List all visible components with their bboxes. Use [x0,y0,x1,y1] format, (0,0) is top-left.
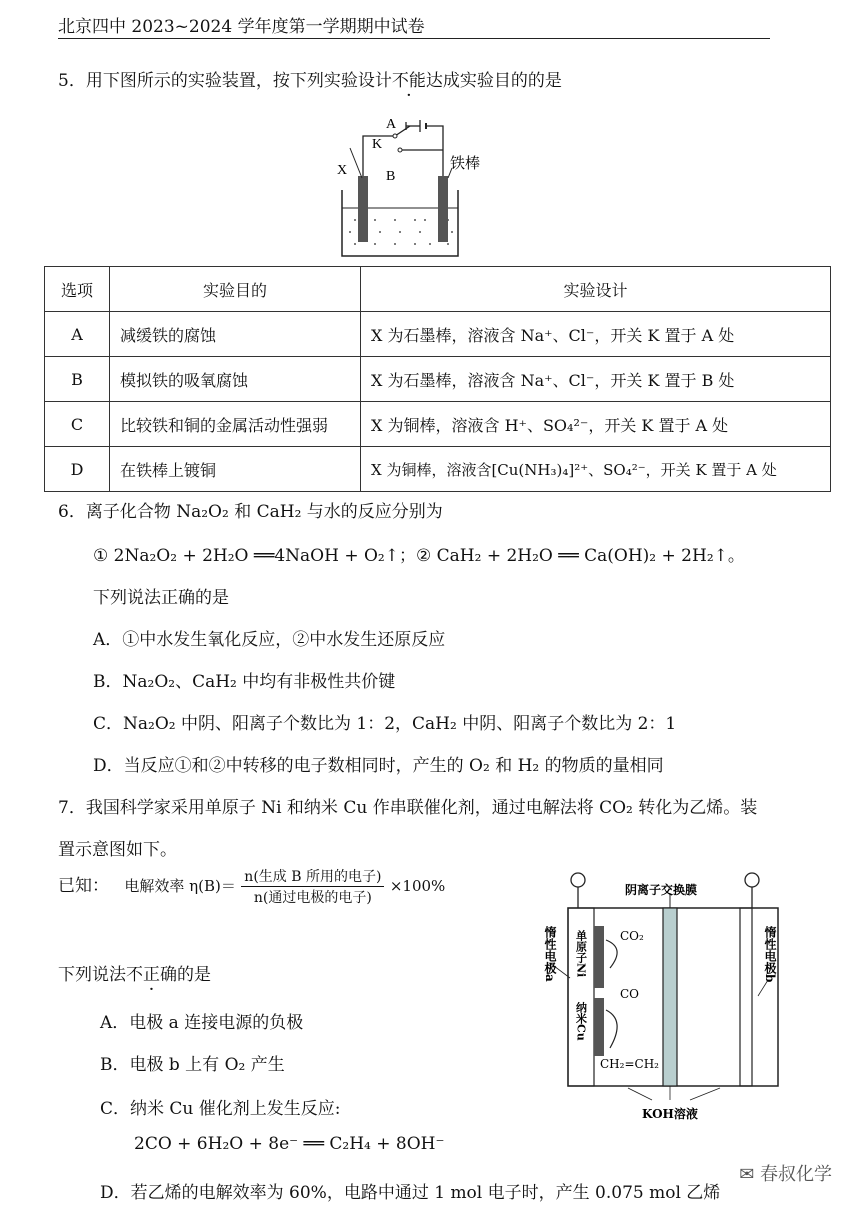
electrode-b [740,908,752,1086]
th-option: 选项 [45,267,110,312]
row-design: X 为铜棒，溶液含 H⁺、SO₄²⁻，开关 K 置于 A 处 [361,402,831,447]
q6-option-d: D．当反应①和②中转移的电子数相同时，产生的 O₂ 和 H₂ 的物质的量相同 [93,756,664,776]
wechat-icon: ✉ [739,1164,760,1185]
anion-exchange-membrane [663,908,677,1086]
table-row [45,447,831,492]
electrode-a-label: 惰性电极a [543,926,557,982]
q7-option-a: A．电极 a 连接电源的负极 [100,1013,304,1033]
formula-denominator: n(通过电极的电子) [253,890,372,906]
row-design: X 为石墨棒，溶液含 Na⁺、Cl⁻，开关 K 置于 A 处 [361,312,831,357]
label-k: K [372,137,383,152]
q6-stem: 6．离子化合物 Na₂O₂ 和 CaH₂ 与水的反应分别为 [58,502,443,522]
q6-prompt: 下列说法正确的是 [93,588,229,608]
q5-stem-pre: 5．用下图所示的实验装置，按下列实验设计 [58,71,392,91]
q7-prompt-emphasis: 不正确 [126,965,177,985]
q5-stem-post: 达成实验目的的是 [425,71,562,91]
ni-catalyst [594,926,604,988]
q5-table [44,266,831,492]
label-iron-rod: 铁棒 [450,154,481,172]
q5-apparatus-diagram [320,108,520,263]
label-b: B [386,169,396,184]
cu-label: 纳米Cu [574,1002,588,1041]
q5-stem-emphasis: 不能 [391,71,426,91]
formula-lhs: 电解效率 η(B)＝ [124,877,236,895]
page-header [58,12,770,39]
watermark [739,1160,832,1186]
q5-stem [58,66,562,91]
row-goal: 在铁棒上镀铜 [110,447,361,492]
known-label: 已知： [58,876,109,896]
row-goal: 减缓铁的腐蚀 [110,312,361,357]
row-design: X 为石墨棒，溶液含 Na⁺、Cl⁻，开关 K 置于 B 处 [361,357,831,402]
label-a: A [386,117,397,132]
formula-fraction [241,866,384,907]
q6-option-c: C．Na₂O₂ 中阴、阳离子个数比为 1：2，CaH₂ 中阴、阳离子个数比为 2：1 [93,714,677,734]
terminal-a [571,873,585,887]
row-design: X 为铜棒，溶液含[Cu(NH₃)₄]²⁺、SO₄²⁻，开关 K 置于 A 处 [361,447,831,492]
q7-stem-line1: 7．我国科学家采用单原子 Ni 和纳米 Cu 作串联催化剂，通过电解法将 CO₂ 转化为乙烯。装 [58,798,758,818]
table-row [45,357,831,402]
electrode-x [358,176,368,242]
terminal-b [745,873,759,887]
q6-option-a: A．①中水发生氧化反应，②中水发生还原反应 [93,630,446,650]
q7-stem-line2: 置示意图如下。 [58,840,177,860]
row-goal: 比较铁和铜的金属活动性强弱 [110,402,361,447]
row-option: C [45,402,110,447]
membrane-label: 阴离子交换膜 [625,883,698,897]
row-goal: 模拟铁的吸氧腐蚀 [110,357,361,402]
formula-numerator: n(生成 B 所用的电子) [241,866,384,887]
row-option: A [45,312,110,357]
watermark-text: 春叔化学 [760,1164,832,1185]
q7-option-c: C．纳米 Cu 催化剂上发生反应: [100,1099,341,1119]
cu-catalyst [594,998,604,1056]
iron-rod [438,176,448,242]
ni-label: 单原子Ni [574,930,588,978]
table-row [45,312,831,357]
formula-tail: ×100% [389,877,446,895]
q7-electrolysis-diagram [530,868,820,1128]
row-option: B [45,357,110,402]
q7-prompt [58,960,211,985]
label-x: X [337,163,348,178]
electrode-b-label: 惰性电极b [763,926,777,983]
th-goal: 实验目的 [110,267,361,312]
q7-known-formula [58,866,445,907]
koh-label: KOH溶液 [642,1107,698,1121]
q7-option-c-equation: 2CO + 6H₂O + 8e⁻ ══ C₂H₄ + 8OH⁻ [134,1134,445,1154]
q7-prompt-pre: 下列说法 [58,965,126,985]
q7-option-b: B．电极 b 上有 O₂ 产生 [100,1055,285,1075]
th-design: 实验设计 [361,267,831,312]
q7-prompt-post: 的是 [177,965,211,985]
exam-title: 北京四中 2023~2024 学年度第一学期期中试卷 [58,17,425,37]
c2h4-label: CH₂=CH₂ [600,1057,659,1071]
co-label: CO [620,987,640,1001]
table-header-row [45,267,831,312]
q6-option-b: B．Na₂O₂、CaH₂ 中均有非极性共价键 [93,672,396,692]
co2-label: CO₂ [620,929,644,943]
q7-option-d: D．若乙烯的电解效率为 60%，电路中通过 1 mol 电子时，产生 0.075 mol 乙烯 [100,1183,721,1203]
table-row [45,402,831,447]
row-option: D [45,447,110,492]
q6-equations: ① 2Na₂O₂ + 2H₂O ══4NaOH + O₂↑；② CaH₂ + 2H₂O ══ Ca(OH)₂ + 2H₂↑。 [93,546,745,566]
